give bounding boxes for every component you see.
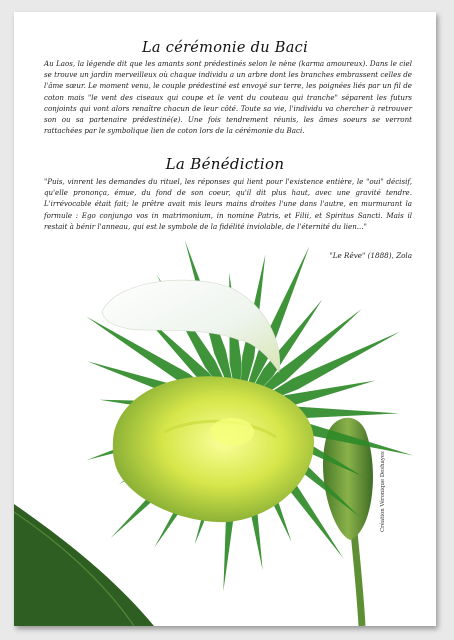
- credit-text: Création Véronique Deshayes: [380, 451, 386, 532]
- orchid-pouch: [113, 376, 314, 522]
- title-baci: La cérémonie du Baci: [141, 40, 309, 56]
- leaf-bottom-left: [14, 504, 154, 626]
- document-page: [14, 12, 436, 626]
- paragraph-quote: "Puis, vinrent les demandes du rituel, les réponses qui lient pour l'existence entière, le "oui" décisif, qu'elle prononça, émue, du fond de son coeur, qu'il dit plus haut, avec une gravité tendre. L'irrévocable était fait; le prêtre avait mis leurs mains droites l'une dans l'autre, en murmurant la formule : Ego conjungo vos in matrimonium, in nomine Patris, et Filii, et Spiritus Sancti. Mais il restait à bénir l'anneau, qui est le symbole de la fidélité inviolable, de l'éternité du lien...": [44, 177, 412, 231]
- orchid-illustration: [14, 12, 436, 626]
- quote-attribution: "Le Rêve" (1888), Zola: [329, 251, 412, 260]
- paragraph-legend: Au Laos, la légende dit que les amants sont prédestinés selon le nène (karma amoureux). Dans le ciel se trouve un jardin merveilleux où chaque individu a un arbre dont les branches embrassent celles de l'âme sœur. Le moment venu, le couple prédestiné est envoyé sur terre, les poignées liés par un fil de coton mais "le vent des ciseaux qui coupe et le vent du couteau qui tranche" séparent les futurs conjoints qui vont alors renaître chacun de leur côté. Toute sa vie, l'individu va chercher à retrouver son ou sa partenaire prédestiné(e). Une fois tendrement réunis, les âmes soeurs se verront rattachées par le symbolique lien de coton lors de la cérémonie du Baci.: [44, 59, 412, 136]
- title-benediction: La Bénédiction: [165, 155, 285, 173]
